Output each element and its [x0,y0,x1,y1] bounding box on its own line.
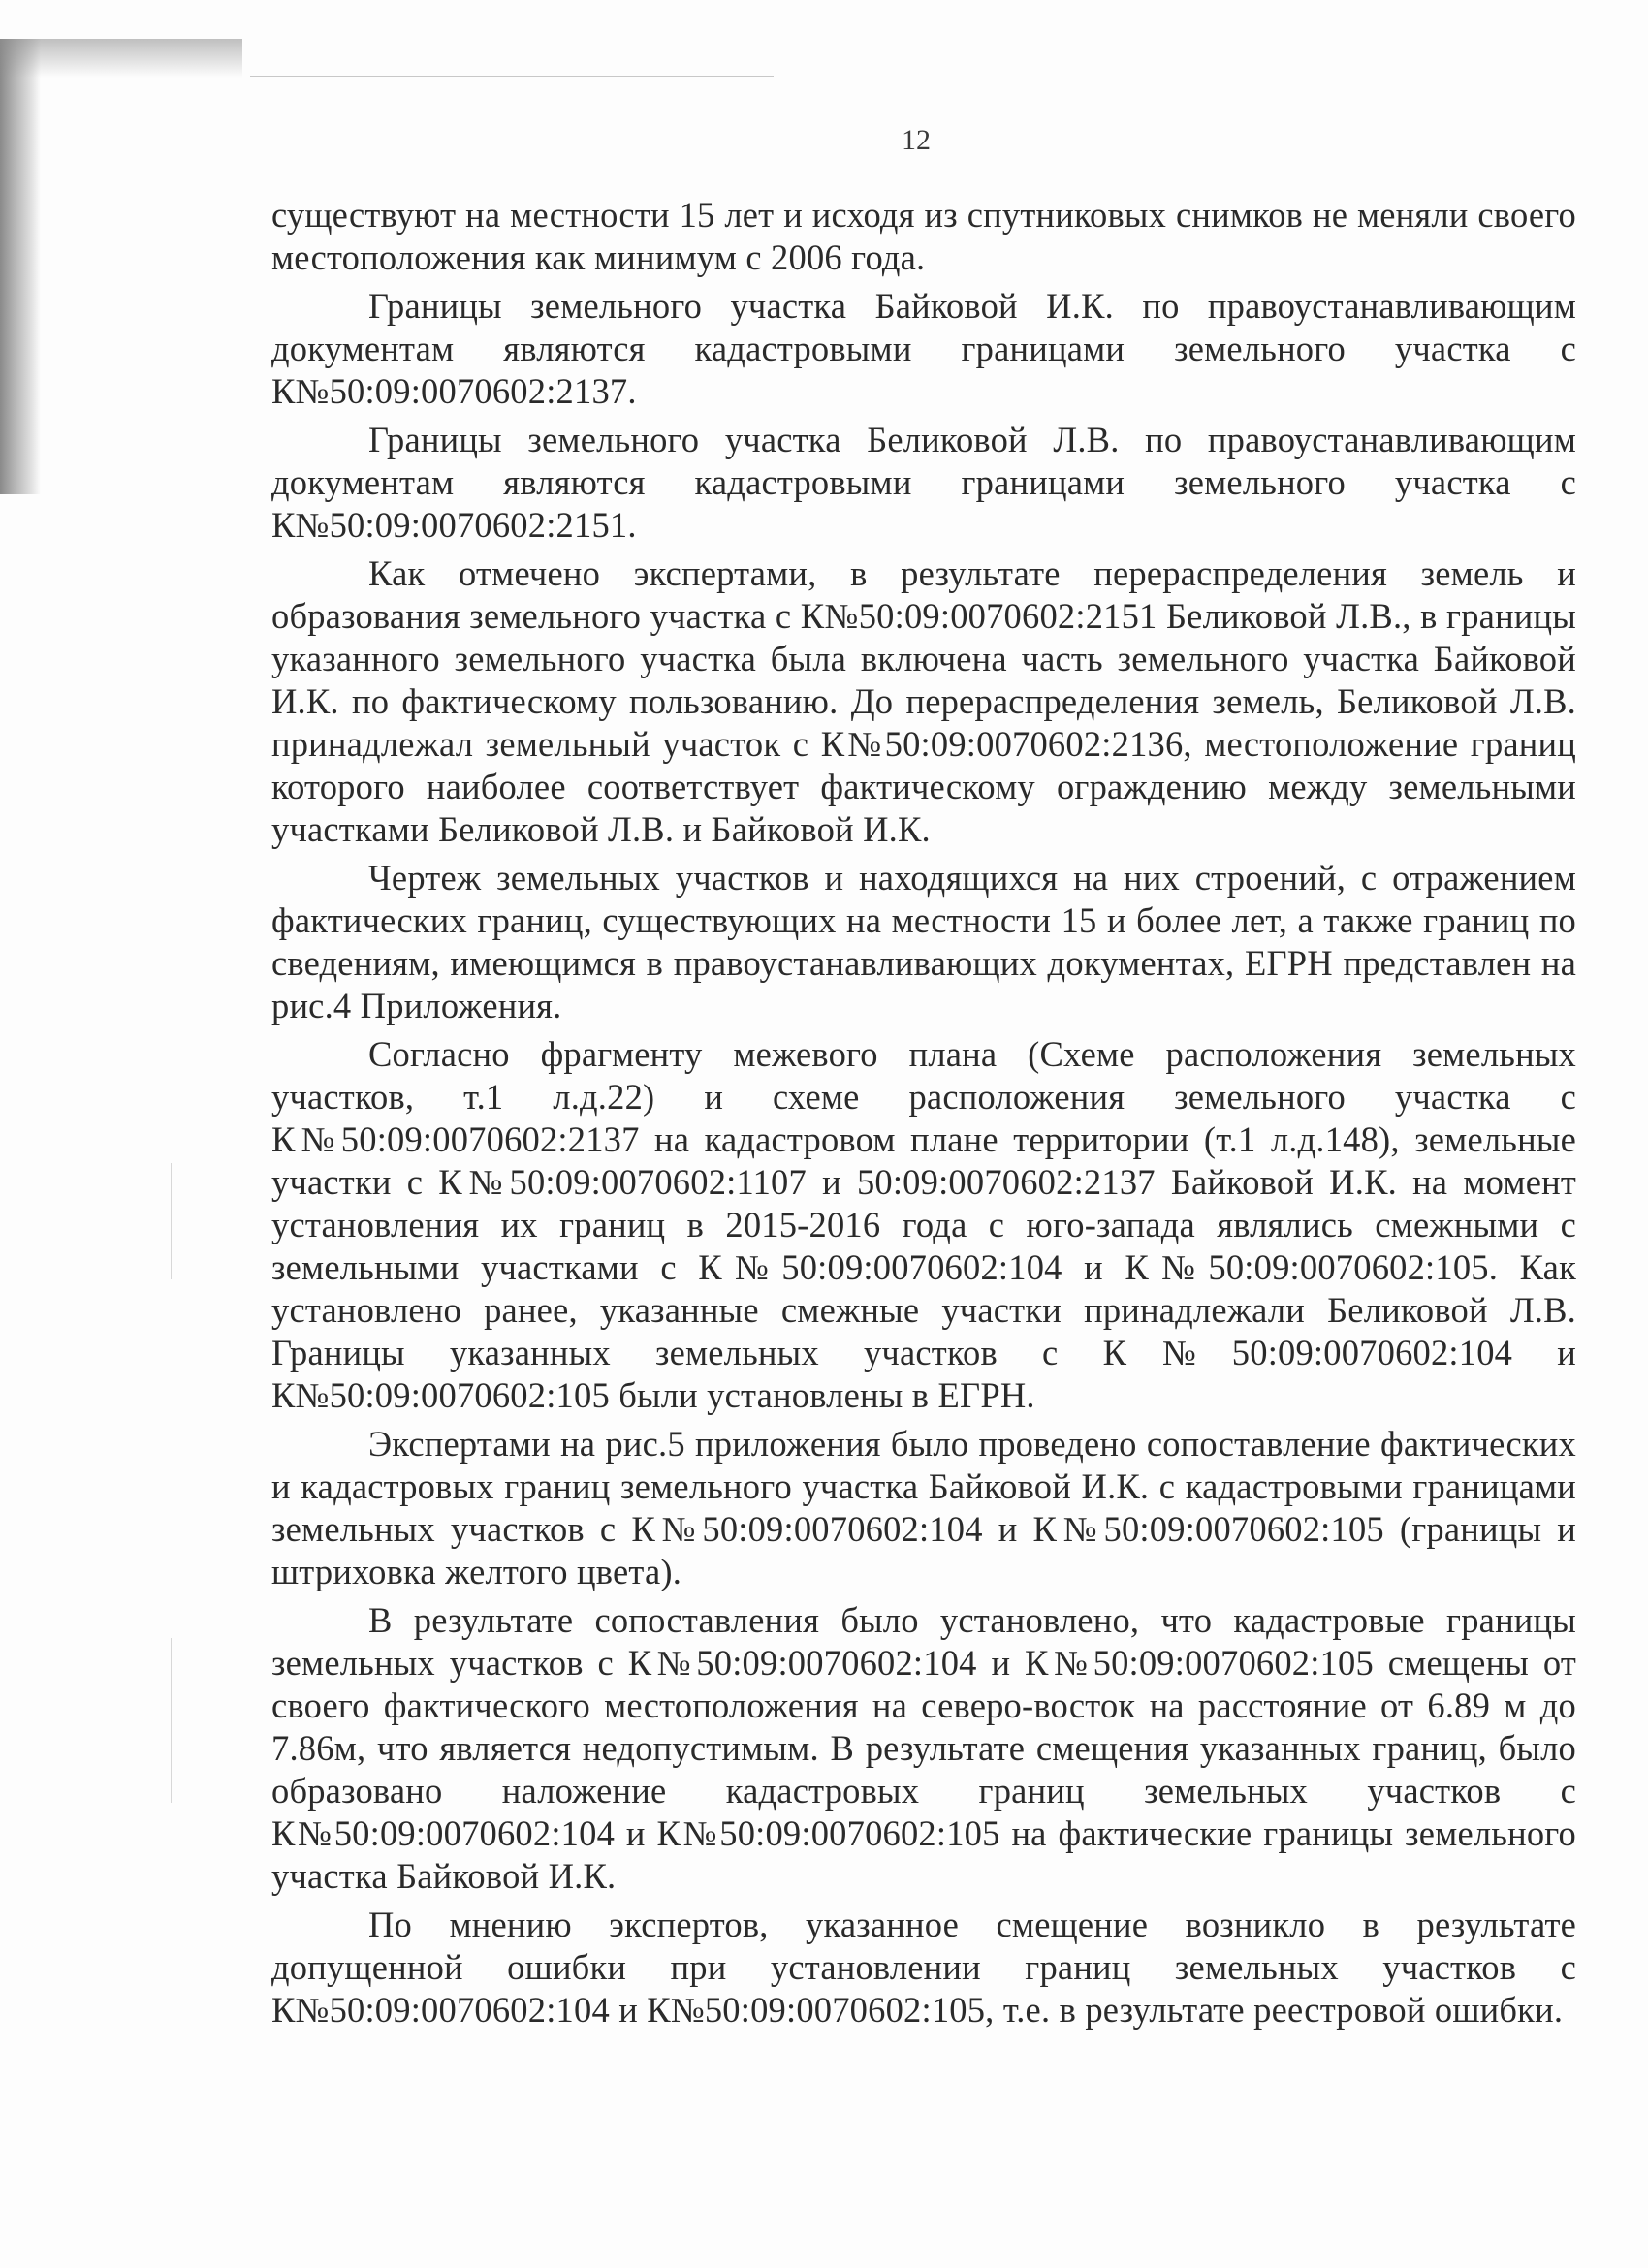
scan-margin-mark [171,1638,172,1803]
paragraph: Как отмечено экспертами, в результате перераспределения земель и образования земельного участка с К№50:09:0070602:2151 Беликовой Л.В., в границы указанного земельного участка была включена часть земельного участка Байковой И.К. по фактическому пользованию. До перераспределения земель, Беликовой Л.В. принадлежал земельный участок с К№50:09:0070602:2136, местоположение границ которого наиболее соответствует фактическому ограждению между земельными участками Беликовой Л.В. и Байковой И.К. [271,553,1576,849]
scan-top-shadow [0,39,242,78]
paragraph: Границы земельного участка Беликовой Л.В. по правоустанавливающим документам являются кадастровыми границами земельного участка с К№50:09:0070602:2151. [271,420,1576,545]
scan-edge-shadow [0,39,41,494]
paragraph: Границы земельного участка Байковой И.К. по правоустанавливающим документам являются кадастровыми границами земельного участка с К№50:09:0070602:2137. [271,286,1576,411]
paragraph: Экспертами на рис.5 приложения было проведено сопоставление фактических и кадастровых границ земельного участка Байковой И.К. с кадастровыми границами земельных участков с К№50:09:0070602:104 и К№50:09:0070602:105 (границы и штриховка желтого цвета). [271,1424,1576,1591]
document-body [271,194,1576,2037]
scan-edge-line [250,76,774,77]
paragraph: В результате сопоставления было установлено, что кадастровые границы земельных участков с К№50:09:0070602:104 и К№50:09:0070602:105 смещены от своего фактического местоположения на северо-восток на расстояние от 6.89 м до 7.86м, что является недопустимым. В результате смещения указанных границ, было образовано наложение кадастровых границ земельных участков с К№50:09:0070602:104 и К№50:09:0070602:105 на фактические границы земельного участка Байковой И.К. [271,1600,1576,1896]
paragraph: Чертеж земельных участков и находящихся на них строений, с отражением фактических границ, существующих на местности 15 и более лет, а также границ по сведениям, имеющимся в правоустанавливающих документах, ЕГРН представлен на рис.4 Приложения. [271,858,1576,1025]
paragraph: По мнению экспертов, указанное смещение возникло в результате допущенной ошибки при установлении границ земельных участков с К№50:09:0070602:104 и К№50:09:0070602:105, т.е. в результате реестровой ошибки. [271,1905,1576,2030]
page-number: 12 [902,124,931,156]
paragraph: Согласно фрагменту межевого плана (Схеме расположения земельных участков, т.1 л.д.22) и схеме расположения земельного участка с К№50:09:0070602:2137 на кадастровом плане территории (т.1 л.д.148), земельные участки с К№50:09:0070602:1107 и 50:09:0070602:2137 Байковой И.К. на момент установления их границ в 2015-2016 года с юго-запада являлись смежными с земельными участками с К№50:09:0070602:104 и К№50:09:0070602:105. Как установлено ранее, указанные смежные участки принадлежали Беликовой Л.В. Границы указанных земельных участков с К№50:09:0070602:104 и К№50:09:0070602:105 были установлены в ЕГРН. [271,1034,1576,1415]
paragraph: существуют на местности 15 лет и исходя из спутниковых снимков не меняли своего местоположения как минимум с 2006 года. [271,195,1576,277]
scan-margin-mark [171,1163,172,1279]
